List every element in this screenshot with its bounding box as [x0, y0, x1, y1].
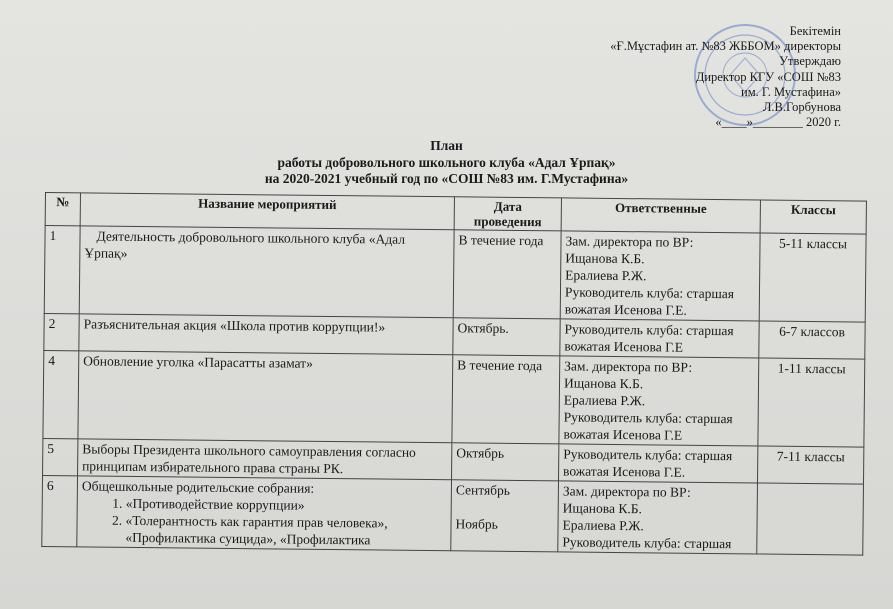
resp-line: Руководитель клуба: старшая вожатая Исенова Г.Е	[564, 321, 734, 355]
row-num: 6	[42, 475, 78, 546]
row-name-text: Деятельность добровольного школьного клуба «Адал Ұрпақ»	[84, 228, 406, 261]
row-name	[77, 476, 452, 551]
list-item: 2. «Толерантность как гарантия прав человека», «Профилактика суицида», «Профилактика	[125, 512, 446, 549]
row-name: Выборы Президента школьного самоуправления согласно принципам избирательного права страны РК.	[78, 439, 452, 480]
header-date: Дата проведения	[454, 197, 561, 231]
header-resp: Ответственные	[561, 198, 760, 233]
row-resp	[560, 319, 759, 358]
row-date: Октябрь.	[453, 318, 560, 356]
row-classes: 5-11 классы	[759, 233, 866, 322]
row-resp	[559, 444, 758, 483]
row-classes: 6-7 классов	[759, 321, 865, 359]
row-date	[451, 480, 559, 552]
plan-table	[41, 192, 867, 556]
approval-ru-school: им. Г. Мустафина»	[741, 84, 841, 99]
header-classes: Классы	[760, 200, 866, 234]
row-num: 1	[44, 226, 80, 314]
title-line-1: План	[430, 138, 463, 153]
row-resp	[559, 356, 759, 446]
table-row	[44, 226, 866, 323]
row-num: 2	[44, 313, 79, 350]
approval-ru-director: Директор КГУ «СОШ №83	[695, 69, 841, 84]
resp-line: Ищанова К.Б.	[563, 375, 644, 392]
date-line: Сентябрь	[455, 482, 511, 498]
resp-line: Зам. директора по ВР:	[565, 233, 694, 250]
row-name	[79, 226, 454, 318]
resp-line: Ералиева Р.Ж.	[565, 267, 647, 284]
row-date: В течение года	[452, 355, 560, 444]
resp-line: Ищанова К.Б.	[565, 250, 645, 267]
resp-line: Ералиева Р.Ж.	[563, 392, 646, 409]
approval-kz-approve: Бекітемін	[789, 24, 841, 38]
row-name: Разъяснительная акция «Школа против коррупции!»	[79, 314, 453, 355]
approval-ru-approve: Утверждаю	[779, 54, 841, 69]
row-num: 4	[43, 350, 79, 438]
approval-date-line: «____»________ 2020 г.	[715, 115, 841, 130]
row-date: В течение года	[453, 230, 561, 319]
approval-signer: Л.В.Горбунова	[762, 100, 841, 115]
row-resp	[560, 231, 760, 321]
row-date: Октябрь	[452, 443, 559, 481]
meeting-topics-list	[81, 494, 447, 549]
resp-line: Руководитель клуба: старшая	[562, 534, 732, 552]
row-classes	[757, 483, 864, 555]
title-line-2: работы добровольного школьного клуба «Адал Ұрпақ»	[277, 154, 616, 170]
table-row	[43, 350, 865, 447]
row-classes: 1-11 классы	[758, 358, 865, 447]
row-name: Обновление уголка «Парасатты азамат»	[78, 351, 453, 443]
title-line-3: на 2020-2021 учебный год по «СОШ №83 им. Г.Мустафина»	[264, 171, 629, 186]
resp-line: Зам. директора по ВР:	[564, 358, 693, 375]
approval-block	[541, 24, 841, 130]
header-name: Название мероприятий	[80, 193, 454, 230]
resp-line: Руководитель клуба: старшая вожатая Исенова Г.Е	[563, 409, 733, 443]
row-classes: 7-11 классы	[757, 446, 863, 484]
list-item: 1. «Противодействие коррупции»	[126, 495, 447, 515]
table-row	[42, 475, 864, 555]
resp-line: Ищанова К.Б.	[562, 500, 642, 517]
row-resp	[558, 481, 758, 554]
resp-line: Зам. директора по ВР:	[562, 483, 691, 500]
date-line: Ноябрь	[455, 516, 498, 532]
row-name-text: Общешкольные родительские собрания:	[81, 478, 315, 496]
resp-line: Ералиева Р.Ж.	[562, 517, 644, 534]
document-title	[0, 138, 893, 188]
resp-line: Руководитель клуба: старшая вожатая Исенова Г.Е.	[563, 446, 733, 480]
resp-line: Руководитель клуба: старшая вожатая Исенова Г.Е.	[564, 284, 735, 318]
header-num: №	[45, 193, 80, 226]
row-num: 5	[43, 438, 78, 475]
approval-kz-school: «Ғ.Мұстафин ат. №83 ЖББОМ» директоры	[610, 39, 841, 54]
